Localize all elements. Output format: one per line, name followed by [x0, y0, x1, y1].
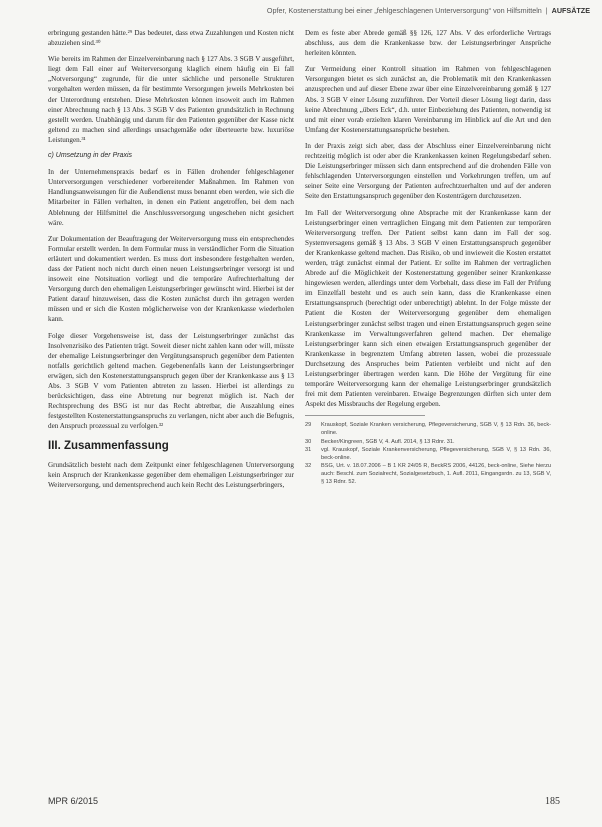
- footnote-text: Becker/Kingreen, SGB V, 4. Aufl. 2014, § 13 Rdnr. 31.: [321, 438, 455, 445]
- paragraph: Im Fall der Weiterversorgung ohne Absprache mit der Krankenkasse kann der Leistungserbringer einen vertraglichen Eingang mit dem Patienten zur temporären Weiterversorgung treffen. Der Patient selbst kann dann im Fall der sog. Systemversagens gemäß § 13 Abs. 3 SGB V einen Erstattungsanspruch gegenüber der Krankenkasse geltend machen. Das Risiko, ob und inwieweit die Kosten erstattet werden, trägt zunächst einmal der Patient. Er sollte im Rahmen der vertraglichen Abrede auf die Möglichkeit der Kostenerstattung gegenüber seiner Krankenkasse hingewiesen werden, allerdings unter dem Vorbehalt, dass diese im Fall der Prüfung im Einzelfall besteht und es auch sein kann, dass die Krankenkasse einen Erstattungsanspruch (berechtigt oder unberechtigt) ablehnt. In der Folge müsste der Patient die Kosten der Weiterversorgung gegenüber dem ehemaligen Leistungserbringer zunächst selbst tragen und einen Erstattungsanspruch gegen seine Krankenkasse im Verwaltungsverfahren geltend machen. Der ehemalige Leistungserbringer kann sich einen etwaigen Erstattungsanspruch gegenüber der Krankenkasse in begrenztem Umfang abtreten lassen, wobei die prozessuale Durchsetzung des Anspruches beim Patienten verbleibt und nicht auf den Leistungserbringer übertragen werden kann. Die Höhe der Vergütung für eine temporäre Weiterversorgung kann der ehemalige Leistungserbringer grundsätzlich frei mit dem Patienten vereinbaren. Etwaige Begrenzungen dürften sich unter dem Aspekt des Missbrauchs der Regelung ergeben.: [305, 208, 551, 409]
- paragraph: Dem es feste aber Abrede gemäß §§ 126, 127 Abs. V des erforderliche Vertrags abschluss, aus dem die Krankenkasse bzw. der Leistungserbringer Ansprüche herleiten könnten.: [305, 29, 551, 58]
- paragraph: Zur Dokumentation der Beauftragung der Weiterversorgung muss ein entsprechendes Formular erstellt werden. In dem Formular muss in verständlicher Form die Situation erläutert und dokumentiert werden. Es muss dort insbesondere festgehalten werden, dass der Patient noch nicht durch einen neuen Leistungserbringer versorgt ist und insoweit eine Notsituation vorliegt und die temporäre Aufrechterhaltung der Versorgung durch den ehemaligen Leistungserbringer gewünscht wird. Hierbei ist der Patient darauf hinzuweisen, dass die Kosten zunächst durch ihn getragen werden müssen und er sich die Kosten möglicherweise von der Krankenkasse wiederholen kann.: [48, 234, 294, 324]
- right-column: [305, 28, 551, 487]
- paragraph: Zur Vermeidung einer Kontroll situation im Rahmen von fehlgeschlagenen Versorgungen bietet es sich zunächst an, die Problematik mit den Krankenkassen anzusprechen und auf dieser Ebene zwar über eine Einzelvereinbarung gemäß § 127 Abs. 3 SGB V einer Lösung zuzuführen. Der Vorteil dieser Lösung liegt darin, dass keine Abrechnung „übers Eck“, d.h. unter Einbeziehung des Patienten, notwendig ist und mit einer vorab erzielten klaren Vereinbarung im Hinblick auf die Art und den Umfang der Kostenerstattungsansprüche bestehen.: [305, 65, 551, 134]
- paragraph: Grundsätzlich besteht nach dem Zeitpunkt einer fehlgeschlagenen Unterversorgung kein Anspruch der Krankenkasse gegenüber dem ehemaligen Leistungserbringer zur Weiterversorgung, und dementsprechend auch kein Recht des Leistungserbringers,: [48, 460, 294, 489]
- footnote: [305, 447, 551, 462]
- footnote: [305, 463, 551, 486]
- footnote: [305, 422, 551, 437]
- subheading: c) Umsetzung in der Praxis: [48, 152, 133, 160]
- footnote-number: 32: [305, 463, 312, 470]
- paragraph: In der Praxis zeigt sich aber, dass der Abschluss einer Einzelvereinbarung nicht rechtzeitig möglich ist oder aber die Krankenkassen keinen Regelungsbedarf sehen. Die Leistungserbringer müssen sich dann entsprechend auf die drohenden Fälle von fehlschlagenden Unterversorgungen einstellen und Vorkehrungen treffen, um auf seiner Seite eine Versorgung der Patienten aufrechtzuerhalten und auf der anderen Seite den Erstattungsanspruch gegenüber den Kostenträgern durchzusetzen.: [305, 141, 551, 201]
- page-footer: [48, 796, 560, 807]
- paragraph: Folge dieser Vorgehensweise ist, dass der Leistungserbringer zunächst das Insolvenzrisiko des Patienten trägt. Soweit dieser nicht zahlen kann oder will, müsste der ehemalige Leistungserbringer den Vergütungsanspruch gegenüber dem Patienten notfalls gerichtlich geltend machen. Gegebenenfalls kann der Leistungserbringer erwägen, sich den Kostenerstattungsanspruch gegen über der Krankenkasse aus § 13 Abs. 3 SGB V vom Patienten abtreten zu lassen. Hierbei ist allerdings zu berücksichtigen, dass eine Abtretung nur begrenzt möglich ist. Nach der Rechtsprechung des BSG ist nur das Recht abtretbar, die Auszahlung eines festgestellten Kostenerstattungsanspruchs zu verlangen, nicht aber auch die Befugnis, den Anspruch prozessual zu verfolgen.³²: [48, 331, 294, 431]
- paragraph: erbringung gestanden hätte.²⁹ Das bedeutet, dass etwa Zuzahlungen und Kosten nicht abzuziehen sind.³⁰: [48, 29, 294, 48]
- footnote-text: Krauskopf, Soziale Kranken versicherung, Pflegeversicherung, SGB V, § 13 Rdn. 36, beck-online.: [321, 422, 551, 436]
- footnotes: [305, 422, 551, 486]
- running-header: Opfer, Kostenerstattung bei einer „fehlgeschlagenen Unterversorgung“ von Hilfsmitteln | AUFSÄTZE: [266, 6, 590, 15]
- running-title: Opfer, Kostenerstattung bei einer „fehlgeschlagenen Unterversorgung“ von Hilfsmitteln: [266, 6, 542, 15]
- footnote-number: 29: [305, 422, 312, 429]
- footnote-text: vgl. Krauskopf, Soziale Krankenversicherung, Pflegeversicherung, SGB V, § 13 Rdn. 36, beck-online.: [321, 447, 551, 461]
- paragraph: Wie bereits im Rahmen der Einzelvereinbarung nach § 127 Abs. 3 SGB V ausgeführt, liegt dem Fall einer auf Weiterversorgung klaglich einem häufig ein Ei fall „Notversorgung“ zugrunde, für die unter sächliche und personelle Strukturen vorgehalten werden müssen, da für bestimmte Versorgungen jeweils Mehrkosten bei der Unterordnung entstehen. Diese Mehrkosten können insoweit auch im Rahmen einer Abrechnung nach § 13 Abs. 3 SGB V des Patienten grundsätzlich in Rechnung gestellt werden. Unabhängig und darum für den Patienten gegenüber der Kasse nicht geltend zu machen sind allerdings unsachgemäße oder überteuerte bzw. luxuriöse Leistungen.³¹: [48, 55, 294, 144]
- footnote-text: BSG, Urt. v. 18.07.2006 – B 1 KR 24/05 R, BeckRS 2006, 44126, beck-online, Siehe hierzu auch: Beschl. zum Sozialrecht, Sozialgesetzbuch, 1. Aufl. 2011, Eingangsrdn. zu 13, SGB V, § 13 Rdnr. 52.: [321, 463, 551, 485]
- journal-issue: MPR 6/2015: [48, 796, 99, 806]
- section-title: III. Zusammenfassung: [48, 440, 169, 453]
- left-column: [48, 28, 294, 496]
- footnote: [305, 439, 551, 447]
- paragraph: In der Unternehmenspraxis bedarf es in Fällen drohender fehlgeschlagener Unterversorgungen verschiedener vorbereitender Maßnahmen. Im Rahmen von Handlungsanweisungen für die Außendienst muss benannt eben werden, wie sich die Mitarbeiter in Fällen verhalten, in denen ein Patient angetroffen, bei dem nach Ablehnung der Hilfsmittel die Anschlussversorgung ungeschehen nicht gesichert wäre.: [48, 168, 294, 227]
- page-number: 185: [545, 796, 560, 807]
- footnote-number: 31: [305, 447, 312, 454]
- footnote-divider: [305, 415, 425, 416]
- footnote-number: 30: [305, 438, 312, 445]
- section-label: AUFSÄTZE: [551, 6, 590, 15]
